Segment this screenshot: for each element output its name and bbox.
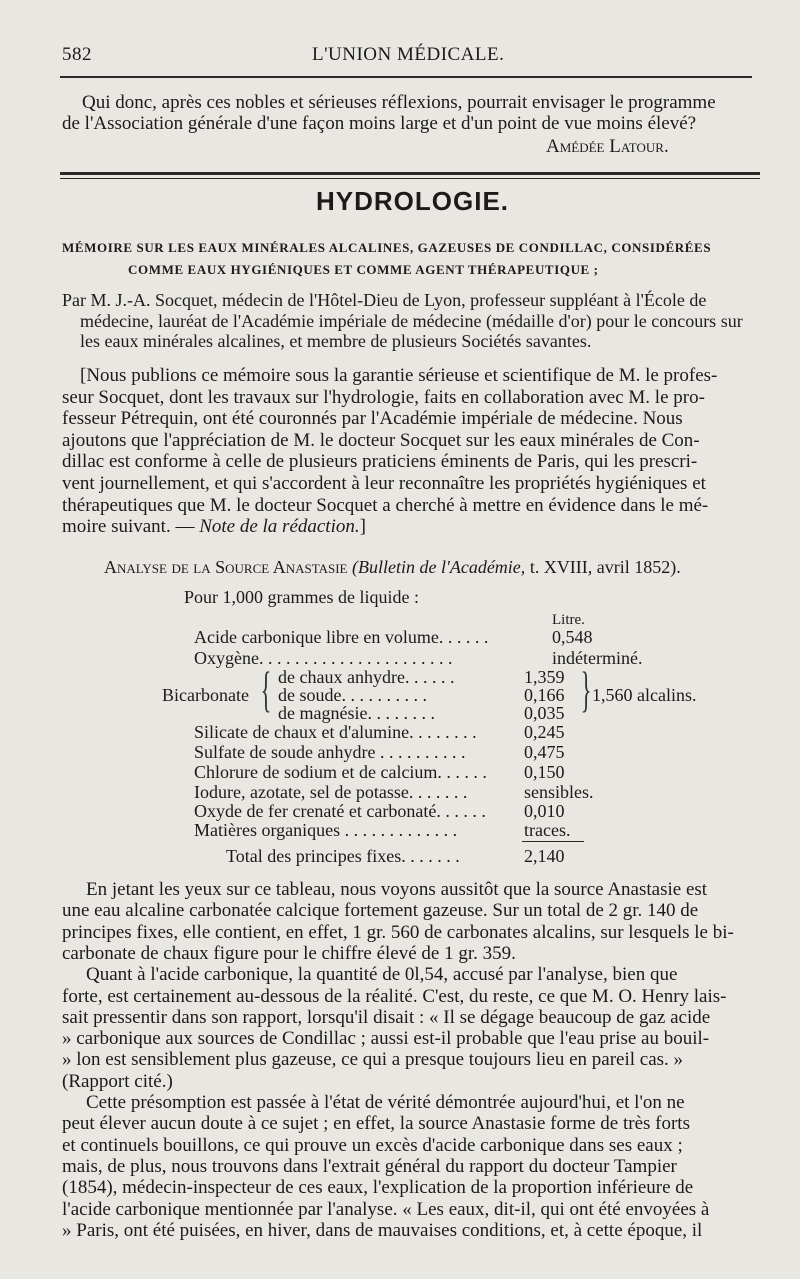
body-line: Cette présomption est passée à l'état de vérité démontrée aujourd'hui, et l'on ne: [86, 1092, 685, 1113]
table-row-value: 0,150: [524, 762, 565, 782]
table-row-value: 0,548: [552, 627, 593, 647]
body-line: peut élever aucun doute à ce sujet ; en effet, la source Anastasie forme de très forts: [62, 1113, 690, 1135]
section-title: HYDROLOGIE.: [316, 186, 510, 216]
body-line: forte, est certainement au-dessous de la réalité. C'est, du reste, ce que M. O. Henry lais-: [62, 985, 727, 1007]
editor-note-line: dillac est conforme à celle de plusieurs praticiens éminents de Paris, qui les prescri-: [62, 451, 698, 473]
left-brace: {: [260, 661, 272, 717]
table-row-value: 1,359: [524, 667, 565, 687]
intro-line-2: de l'Association générale d'une façon moins large et d'un point de vue moins élevé?: [62, 113, 697, 134]
table-row-label: Matières organiques . . . . . . . . . . . . .: [194, 820, 458, 840]
table-row-value: 0,245: [524, 722, 565, 742]
table-row-label: Silicate de chaux et d'alumine. . . . . . . .: [194, 722, 477, 742]
total-label: Total des principes fixes. . . . . . .: [226, 846, 460, 866]
bicarbonate-label: Bicarbonate: [162, 685, 249, 705]
unit-label: Litre.: [552, 612, 585, 628]
table-row-value: 0,475: [524, 742, 565, 762]
table-row-value: 0,166: [524, 685, 565, 705]
table-row-label: de magnésie. . . . . . . .: [278, 703, 435, 723]
note-last-text: moire suivant. —: [62, 516, 200, 537]
analysis-citation-end: t. XVIII, avril 1852).: [529, 557, 681, 577]
total-rule: [522, 841, 584, 842]
table-row-label: de soude. . . . . . . . . .: [278, 685, 427, 705]
right-brace: }: [580, 661, 592, 717]
section-rule-bottom: [60, 178, 760, 179]
table-row-value: sensibles.: [524, 782, 594, 802]
table-row-label: Sulfate de soude anhydre . . . . . . . . . .: [194, 742, 466, 762]
body-line: (Rapport cité.): [62, 1070, 173, 1092]
editor-note-line: fesseur Pétrequin, ont été couronnés par l'Académie impériale de médecine. Nous: [62, 408, 683, 430]
author-line-3: les eaux minérales alcalines, et membre de plusieurs Sociétés savantes.: [80, 331, 592, 351]
author-line-1: Par M. J.-A. Socquet, médecin de l'Hôtel-Dieu de Lyon, professeur suppléant à l'École de: [62, 290, 707, 310]
table-row-label: Oxyde de fer crenaté et carbonaté. . . . . .: [194, 801, 486, 821]
table-row-value: 0,035: [524, 703, 565, 723]
editor-note-line: vent journellement, et qui s'accordent à leur reconnaître les propriétés hygiéniques et: [62, 473, 706, 494]
body-line: » Paris, ont été puisées, en hiver, dans de mauvaises conditions, et, à cette époque, il: [62, 1219, 703, 1241]
body-line: l'acide carbonique mentionnée par l'analyse. « Les eaux, dit-il, qui ont été envoyées à: [62, 1198, 710, 1220]
editor-note-line: thérapeutiques que M. le docteur Socquet a cherché à mettre en évidence dans le mé-: [62, 494, 709, 516]
body-line: une eau alcaline carbonatée calcique fortement gazeuse. Sur un total de 2 gr. 140 de: [62, 900, 699, 922]
total-value: 2,140: [524, 846, 565, 866]
body-line: » lon est sensiblement plus gazeuse, ce qui a presque toujours lieu en pareil cas. »: [62, 1049, 684, 1071]
running-head: L'UNION MÉDICALE.: [312, 44, 505, 65]
page-number: 582: [62, 44, 92, 65]
table-row-label: Acide carbonique libre en volume. . . . . .: [194, 627, 489, 647]
editor-note-last-line: [62, 516, 366, 538]
table-row-value: indéterminé.: [552, 648, 643, 668]
editor-note-line: seur Socquet, dont les travaux sur l'hydrologie, faits en collaboration avec M. le pro-: [62, 386, 705, 408]
analysis-heading-text: Analyse de la Source Anastasie: [104, 557, 348, 577]
analysis-heading: [104, 557, 681, 579]
note-signature: Note de la rédaction.: [199, 516, 360, 537]
table-row-label: Iodure, azotate, sel de potasse. . . . . . .: [194, 782, 468, 802]
body-line: carbonate de chaux figure pour le chiffre élevé de 1 gr. 359.: [62, 942, 516, 964]
analysis-subheading: Pour 1,000 grammes de liquide :: [184, 587, 419, 607]
table-row-label: de chaux anhydre. . . . . .: [278, 667, 455, 687]
table-row-label: Chlorure de sodium et de calcium. . . . . .: [194, 762, 487, 782]
body-line: principes fixes, elle contient, en effet, 1 gr. 560 de carbonates alcalins, sur lesquels le bi-: [62, 921, 734, 943]
author-line-2: médecine, lauréat de l'Académie impériale de médecine (médaille d'or) pour le concours sur: [80, 311, 743, 331]
table-row-label: Oxygène. . . . . . . . . . . . . . . . . . . . . .: [194, 648, 453, 668]
signature: Amédée Latour.: [546, 136, 669, 157]
note-bracket: ]: [359, 516, 366, 537]
body-line: et continuels bouillons, ce qui prouve un excès d'acide carbonique dans ses eaux ;: [62, 1134, 683, 1156]
analysis-citation: (Bulletin de l'Académie,: [352, 557, 526, 577]
body-line: (1854), médecin-inspecteur de ces eaux, l'explication de la proportion inférieure de: [62, 1177, 694, 1199]
alkaline-total: 1,560 alcalins.: [592, 685, 697, 705]
header-rule: [60, 76, 752, 78]
editor-note-line: [Nous publions ce mémoire sous la garantie sérieuse et scientifique de M. le profes-: [80, 365, 718, 386]
memoire-title-line-1: MÉMOIRE SUR LES EAUX MINÉRALES ALCALINES, GAZEUSES DE CONDILLAC, CONSIDÉRÉES: [62, 240, 712, 255]
body-line: En jetant les yeux sur ce tableau, nous voyons aussitôt que la source Anastasie est: [86, 879, 708, 900]
memoire-title-line-2: COMME EAUX HYGIÉNIQUES ET COMME AGENT THÉRAPEUTIQUE ;: [128, 262, 599, 277]
table-row-value: traces.: [524, 820, 571, 840]
section-rule-top: [60, 172, 760, 175]
editor-note-line: ajoutons que l'appréciation de M. le docteur Socquet sur les eaux minérales de Con-: [62, 429, 700, 451]
body-line: » carbonique aux sources de Condillac ; aussi est-il probable que l'eau prise au bouil-: [62, 1028, 710, 1050]
body-line: Quant à l'acide carbonique, la quantité de 0l,54, accusé par l'analyse, bien que: [86, 964, 678, 986]
table-row-value: 0,010: [524, 801, 565, 821]
intro-line-1: Qui donc, après ces nobles et sérieuses réflexions, pourrait envisager le programme: [82, 92, 716, 113]
body-line: mais, de plus, nous trouvons dans l'extrait général du rapport du docteur Tampier: [62, 1155, 677, 1177]
body-line: sait pressentir dans son rapport, lorsqu'il disait : « Il se dégage beaucoup de gaz acide: [62, 1006, 711, 1028]
